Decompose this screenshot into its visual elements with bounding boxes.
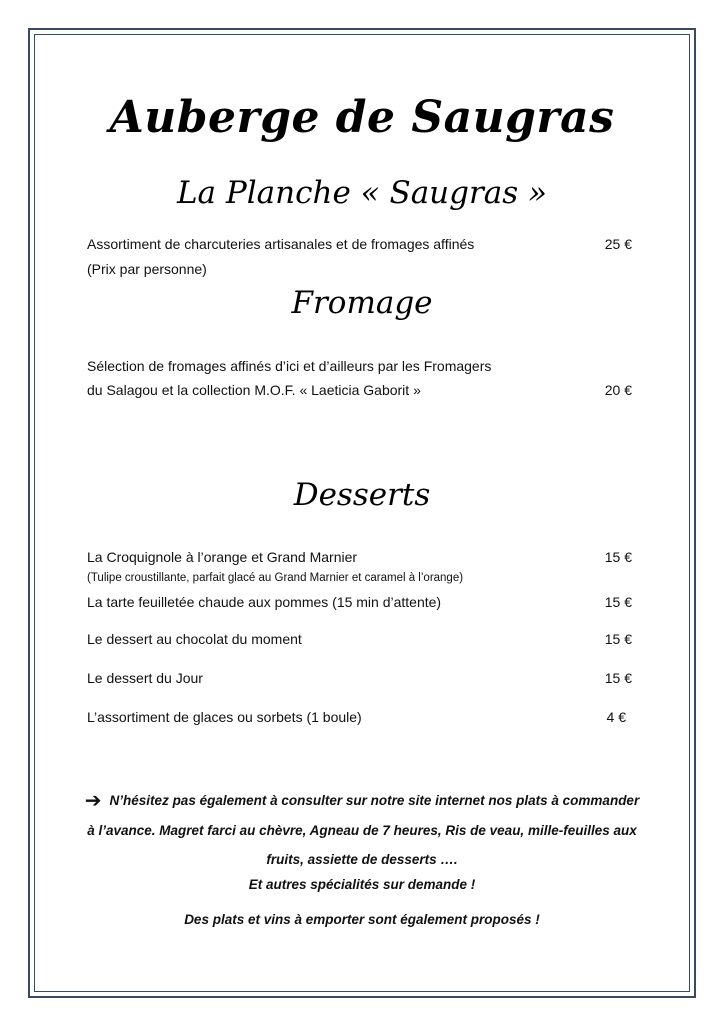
item-planche-description: Assortiment de charcuteries artisanales et de fromages affinés xyxy=(87,236,475,252)
dessert-chocolat-price: 15 € xyxy=(604,631,632,647)
dessert-du-jour: Le dessert du Jour xyxy=(87,670,203,686)
dessert-du-jour-price: 15 € xyxy=(604,670,632,686)
section-heading-desserts: Desserts xyxy=(293,477,431,513)
dessert-glaces: L’assortiment de glaces ou sorbets (1 boule) xyxy=(87,709,362,725)
item-fromage-line-1: Sélection de fromages affinés d’ici et d’ailleurs par les Fromagers xyxy=(87,358,492,374)
dessert-croquignole: La Croquignole à l’orange et Grand Marnier xyxy=(87,549,358,565)
other-specialties-note: Et autres spécialités sur demande ! xyxy=(248,877,476,892)
section-heading-planche: La Planche « Saugras » xyxy=(176,175,548,211)
item-fromage-line-2: du Salagou et la collection M.O.F. « Laeticia Gaborit » xyxy=(87,382,421,398)
dessert-glaces-price: 4 € xyxy=(606,709,626,725)
dessert-croquignole-note: (Tulipe croustillante, parfait glacé au Grand Marnier et caramel à l’orange) xyxy=(87,572,464,584)
item-planche-note: (Prix par personne) xyxy=(87,261,207,277)
dessert-tarte-price: 15 € xyxy=(604,594,632,610)
dessert-croquignole-price: 15 € xyxy=(604,549,632,565)
item-fromage-price: 20 € xyxy=(604,382,632,398)
takeaway-note: Des plats et vins à emporter sont également proposés ! xyxy=(184,912,540,927)
restaurant-title: Auberge de Saugras xyxy=(109,92,615,143)
dessert-chocolat: Le dessert au chocolat du moment xyxy=(87,631,302,647)
section-heading-fromage: Fromage xyxy=(291,285,433,321)
special-orders-text: N’hésitez pas également à consulter sur notre site internet nos plats à commander à l’avance. Magret farci au chèvre, Agneau de 7 heures, Ris de veau, mille-feuilles aux fruits, assiette de desserts …. xyxy=(87,793,640,867)
item-planche-price: 25 € xyxy=(604,236,632,252)
dessert-tarte: La tarte feuilletée chaude aux pommes (15 min d’attente) xyxy=(87,594,442,610)
right-arrow-icon: ➔ xyxy=(84,790,102,812)
special-orders-note xyxy=(80,786,644,874)
